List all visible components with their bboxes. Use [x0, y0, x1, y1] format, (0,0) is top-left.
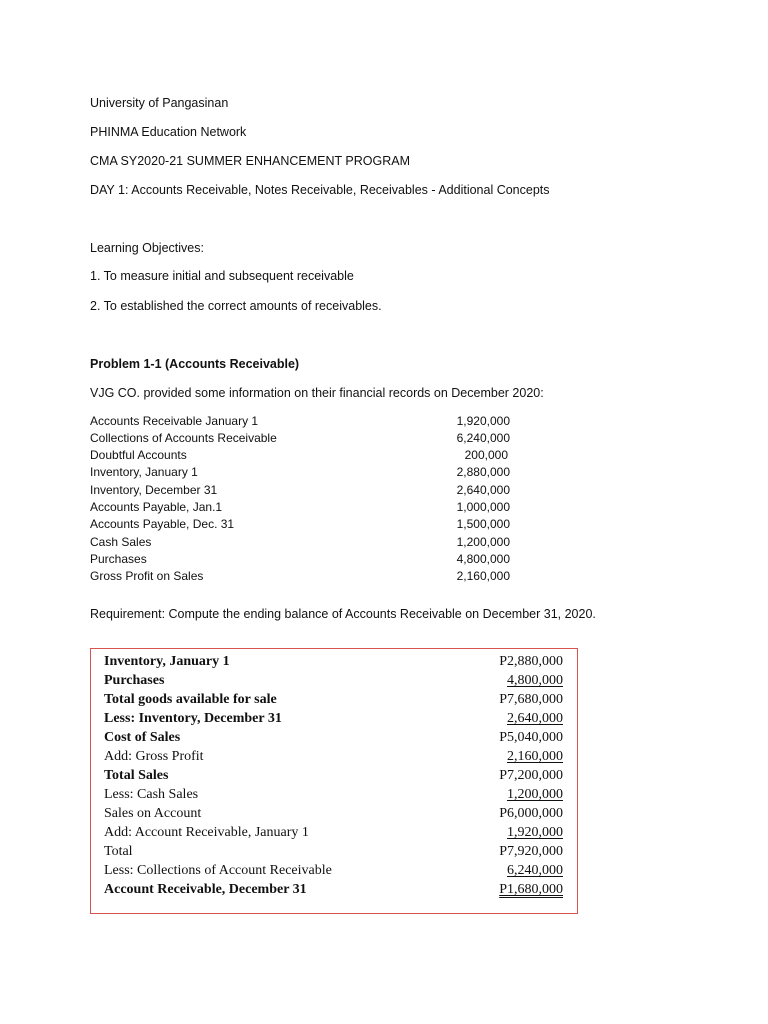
- row-value: 2,640,000: [456, 483, 510, 497]
- program-title: CMA SY2020-21 SUMMER ENHANCEMENT PROGRAM: [90, 154, 410, 168]
- solution-label: Less: Collections of Account Receivable: [104, 863, 332, 878]
- solution-value: 6,240,000: [507, 863, 563, 878]
- data-row: [90, 551, 510, 568]
- solution-label: Total: [104, 844, 133, 859]
- data-row: [90, 568, 510, 585]
- row-label: Purchases: [90, 552, 147, 566]
- row-label: Inventory, December 31: [90, 483, 218, 497]
- data-row: [90, 516, 510, 533]
- problem-intro: VJG CO. provided some information on their financial records on December 2020:: [90, 386, 544, 400]
- solution-value: P7,680,000: [499, 692, 563, 707]
- row-label: Accounts Payable, Jan.1: [90, 500, 223, 514]
- solution-row: [91, 671, 577, 690]
- solution-label: Total goods available for sale: [104, 692, 277, 707]
- row-value: 200,000: [464, 448, 508, 462]
- row-label: Collections of Accounts Receivable: [90, 431, 277, 445]
- requirement-text: Requirement: Compute the ending balance of Accounts Receivable on December 31, 2020.: [90, 607, 596, 621]
- day-title: DAY 1: Accounts Receivable, Notes Receivable, Receivables - Additional Concepts: [90, 183, 550, 197]
- row-label: Gross Profit on Sales: [90, 569, 204, 583]
- row-label: Accounts Payable, Dec. 31: [90, 517, 235, 531]
- row-label: Doubtful Accounts: [90, 448, 187, 462]
- solution-row: [91, 690, 577, 709]
- solution-box: [90, 648, 578, 914]
- solution-label: Add: Account Receivable, January 1: [104, 825, 309, 840]
- data-row: [90, 430, 510, 447]
- university-name: University of Pangasinan: [90, 96, 229, 110]
- solution-value: P5,040,000: [499, 730, 563, 745]
- row-value: 1,920,000: [456, 414, 510, 428]
- solution-row: [91, 823, 577, 842]
- solution-row: [91, 842, 577, 861]
- solution-value: P6,000,000: [499, 806, 563, 821]
- solution-value: 2,160,000: [507, 749, 563, 764]
- data-row: [90, 534, 510, 551]
- data-row: [90, 499, 510, 516]
- row-label: Cash Sales: [90, 535, 152, 549]
- solution-row: [91, 652, 577, 671]
- row-label: Inventory, January 1: [90, 465, 198, 479]
- solution-row: [91, 880, 577, 899]
- solution-value: P1,680,000: [499, 882, 563, 897]
- solution-row: [91, 861, 577, 880]
- row-value: 6,240,000: [456, 431, 510, 445]
- objective-item: 2. To established the correct amounts of receivables.: [90, 299, 382, 313]
- network-name: PHINMA Education Network: [90, 125, 247, 139]
- solution-value: P7,200,000: [499, 768, 563, 783]
- solution-row: [91, 804, 577, 823]
- solution-row: [91, 709, 577, 728]
- solution-row: [91, 728, 577, 747]
- objective-item: 1. To measure initial and subsequent receivable: [90, 269, 354, 283]
- solution-label: Account Receivable, December 31: [104, 882, 307, 897]
- solution-value: 1,920,000: [507, 825, 563, 840]
- data-row: [90, 447, 510, 464]
- solution-row: [91, 747, 577, 766]
- solution-row: [91, 785, 577, 804]
- row-value: 1,200,000: [456, 535, 510, 549]
- solution-label: Sales on Account: [104, 806, 202, 821]
- solution-row: [91, 766, 577, 785]
- solution-value: 2,640,000: [507, 711, 563, 726]
- solution-value: P7,920,000: [499, 844, 563, 859]
- row-value: 2,880,000: [456, 465, 510, 479]
- data-row: [90, 482, 510, 499]
- solution-label: Inventory, January 1: [104, 654, 230, 669]
- solution-value: 1,200,000: [507, 787, 563, 802]
- row-value: 2,160,000: [456, 569, 510, 583]
- row-value: 1,500,000: [456, 517, 510, 531]
- solution-value: P2,880,000: [499, 654, 563, 669]
- solution-label: Cost of Sales: [104, 730, 181, 745]
- row-value: 1,000,000: [456, 500, 510, 514]
- objectives-heading: Learning Objectives:: [90, 241, 204, 255]
- solution-label: Purchases: [104, 673, 165, 688]
- data-row: [90, 413, 510, 430]
- solution-label: Add: Gross Profit: [104, 749, 204, 764]
- solution-label: Less: Cash Sales: [104, 787, 199, 802]
- solution-label: Total Sales: [104, 768, 169, 783]
- solution-label: Less: Inventory, December 31: [104, 711, 282, 726]
- data-row: [90, 464, 510, 481]
- row-label: Accounts Receivable January 1: [90, 414, 259, 428]
- row-value: 4,800,000: [456, 552, 510, 566]
- problem-title: Problem 1-1 (Accounts Receivable): [90, 357, 300, 371]
- solution-value: 4,800,000: [507, 673, 563, 688]
